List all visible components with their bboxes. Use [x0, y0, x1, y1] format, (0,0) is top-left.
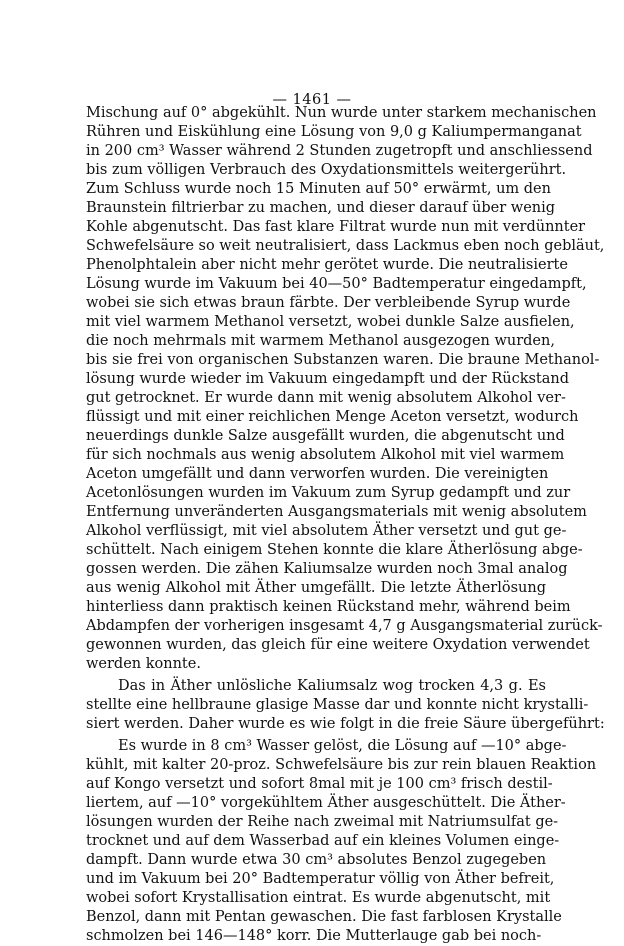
text-line: und im Vakuum bei 20° Badtemperatur völlig von Äther befreit,	[86, 871, 555, 887]
text-line: Lösung wurde im Vakuum bei 40—50° Badtemperatur eingedampft,	[86, 276, 587, 292]
text-line: Mischung auf 0° abgekühlt. Nun wurde unter starkem mechanischen	[86, 105, 597, 121]
text-line: lösungen wurden der Reihe nach zweimal mit Natriumsulfat ge-	[86, 814, 559, 830]
text-line: stellte eine hellbraune glasige Masse dar und konnte nicht krystalli-	[86, 697, 589, 713]
text-line: Aceton umgefällt und dann verworfen wurden. Die vereinigten	[86, 466, 549, 482]
text-line: aus wenig Alkohol mit Äther umgefällt. Die letzte Ätherlösung	[86, 580, 546, 596]
text-line: Entfernung unveränderten Ausgangsmaterials mit wenig absolutem	[86, 504, 587, 520]
text-line: Kohle abgenutscht. Das fast klare Filtrat wurde nun mit verdünnter	[86, 219, 586, 235]
text-line: Zum Schluss wurde noch 15 Minuten auf 50° erwärmt, um den	[86, 181, 551, 197]
text-line: lösung wurde wieder im Vakuum eingedampft und der Rückstand	[86, 371, 570, 387]
text-line: kühlt, mit kalter 20-proz. Schwefelsäure bis zur rein blauen Reaktion	[86, 757, 597, 773]
text-line: bis zum völligen Verbrauch des Oxydationsmittels weitergerührt.	[86, 162, 567, 178]
text-line: Schwefelsäure so weit neutralisiert, dass Lackmus eben noch gebläut,	[86, 238, 605, 254]
text-line: dampft. Dann wurde etwa 30 cm³ absolutes Benzol zugegeben	[86, 852, 547, 868]
text-line: Acetonlösungen wurden im Vakuum zum Syrup gedampft und zur	[86, 485, 571, 501]
text-line: auf Kongo versetzt und sofort 8mal mit je 100 cm³ frisch destil-	[86, 776, 553, 792]
text-line: Phenolphtalein aber nicht mehr gerötet wurde. Die neutralisierte	[86, 257, 568, 273]
text-line: gut getrocknet. Er wurde dann mit wenig absolutem Alkohol ver-	[86, 390, 566, 406]
page-number: — 1461 —	[272, 92, 352, 108]
text-line: schüttelt. Nach einigem Stehen konnte die klare Ätherlösung abge-	[86, 542, 583, 558]
text-line: Benzol, dann mit Pentan gewaschen. Die fast farblosen Krystalle	[86, 909, 562, 925]
text-line: neuerdings dunkle Salze ausgefällt wurden, die abgenutscht und	[86, 428, 565, 444]
paragraph-2	[86, 677, 605, 734]
text-line: Rühren und Eiskühlung eine Lösung von 9,0 g Kaliumpermanganat	[86, 124, 582, 140]
text-line: wobei sofort Krystallisation eintrat. Es wurde abgenutscht, mit	[86, 890, 551, 906]
text-line: bis sie frei von organischen Substanzen waren. Die braune Methanol-	[86, 352, 600, 368]
body-text	[86, 104, 605, 946]
text-line: Alkohol verflüssigt, mit viel absolutem Äther versetzt und gut ge-	[86, 523, 567, 539]
text-line: werden konnte.	[86, 656, 201, 672]
text-line: in 200 cm³ Wasser während 2 Stunden zugetropft und anschliessend	[86, 143, 593, 159]
text-line: Das in Äther unlösliche Kaliumsalz wog trocken 4,3 g. Es	[118, 678, 546, 694]
paragraph-1	[86, 104, 605, 674]
text-line: die noch mehrmals mit warmem Methanol ausgezogen wurden,	[86, 333, 555, 349]
text-line: hinterliess dann praktisch keinen Rückstand mehr, während beim	[86, 599, 571, 615]
text-line: mit viel warmem Methanol versetzt, wobei dunkle Salze ausfielen,	[86, 314, 575, 330]
text-line: Es wurde in 8 cm³ Wasser gelöst, die Lösung auf —10° abge-	[118, 738, 567, 754]
text-line: gewonnen wurden, das gleich für eine weitere Oxydation verwendet	[86, 637, 590, 653]
text-line: Abdampfen der vorherigen insgesamt 4,7 g Ausgangsmaterial zurück-	[86, 618, 603, 634]
text-line: wobei sie sich etwas braun färbte. Der verbleibende Syrup wurde	[86, 295, 571, 311]
text-line: flüssigt und mit einer reichlichen Menge Aceton versetzt, wodurch	[86, 409, 579, 425]
text-line: schmolzen bei 146—148° korr. Die Mutterlauge gab bei noch-	[86, 928, 542, 944]
text-line: liertem, auf —10° vorgekühltem Äther ausgeschüttelt. Die Äther-	[86, 795, 566, 811]
text-line: gossen werden. Die zähen Kaliumsalze wurden noch 3mal analog	[86, 561, 568, 577]
paragraph-3	[86, 737, 597, 946]
text-line: Braunstein filtrierbar zu machen, und dieser darauf über wenig	[86, 200, 556, 216]
text-line: für sich nochmals aus wenig absolutem Alkohol mit viel warmem	[86, 447, 565, 463]
text-line: siert werden. Daher wurde es wie folgt in die freie Säure übergeführt:	[86, 716, 605, 732]
text-line: trocknet und auf dem Wasserbad auf ein kleines Volumen einge-	[86, 833, 560, 849]
